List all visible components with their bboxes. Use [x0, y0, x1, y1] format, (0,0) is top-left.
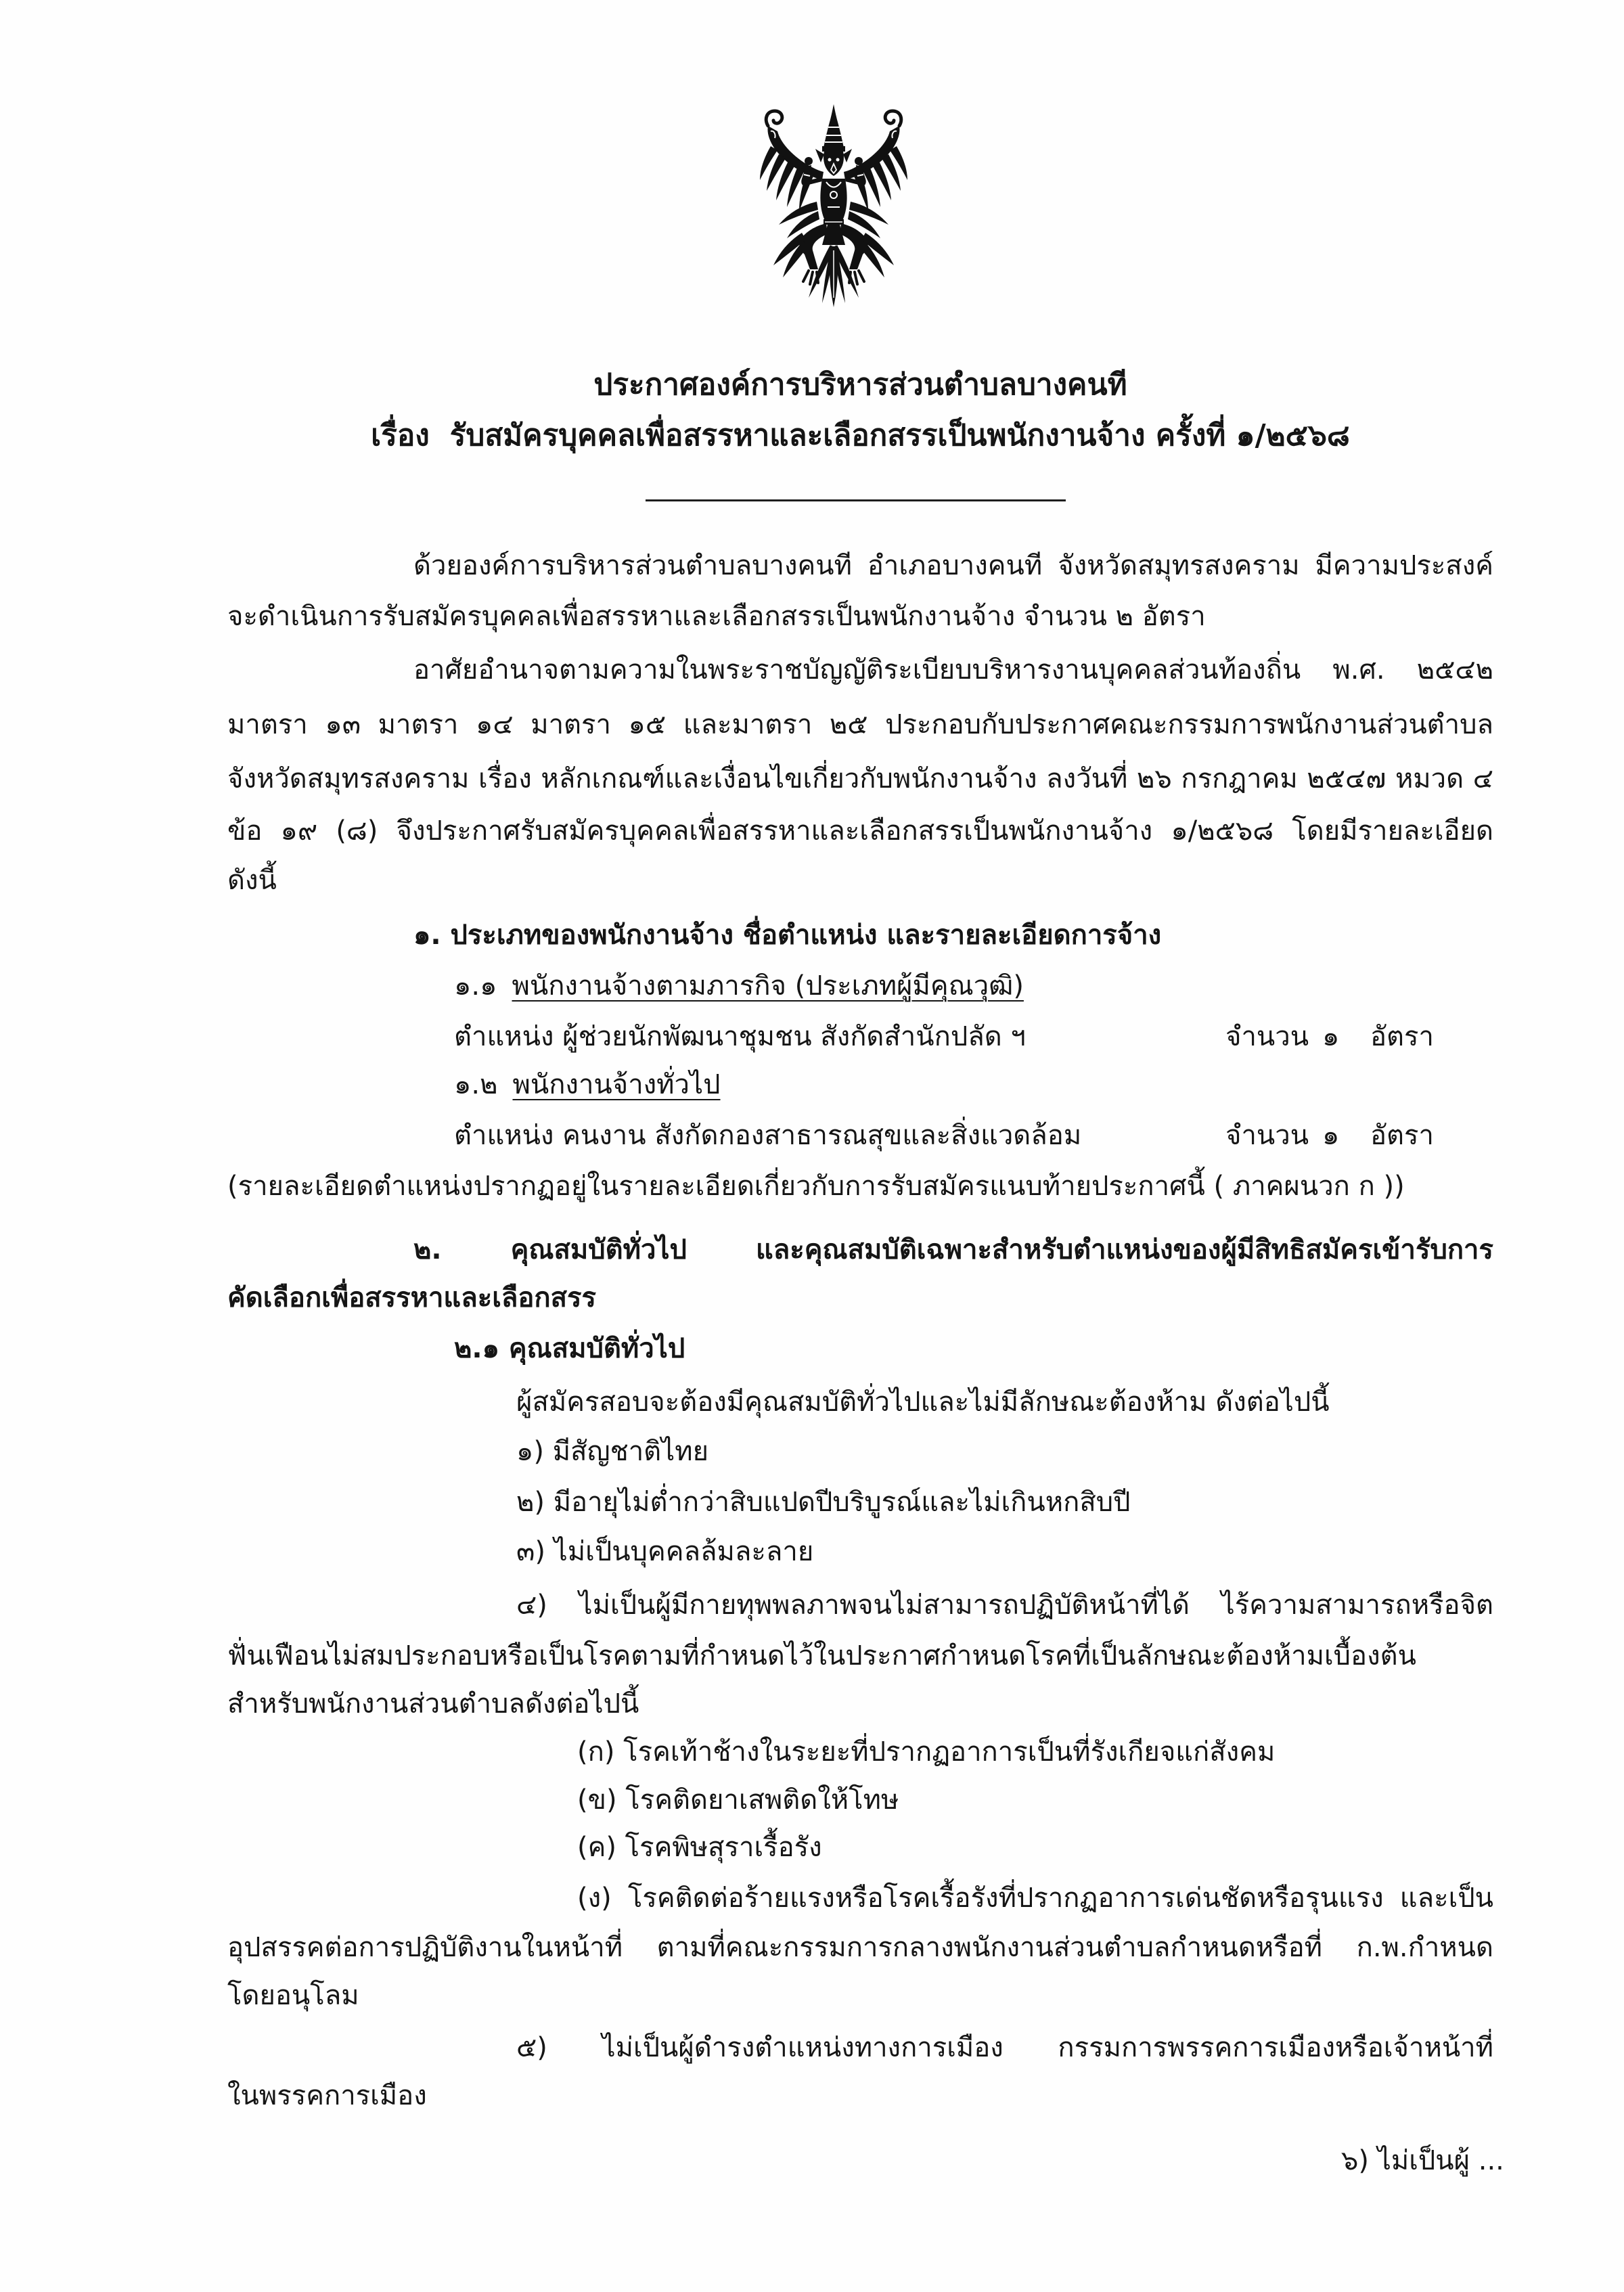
position-1-row [454, 1018, 1493, 1056]
disease-b: (ข) โรคติดยาเสพติดให้โทษ [577, 1784, 899, 1816]
count-unit: อัตรา [1370, 1021, 1434, 1052]
position-1-name: ตำแหน่ง ผู้ช่วยนักพัฒนาชุมชน สังกัดสำนักปลัด ฯ [454, 1021, 1026, 1052]
qualification-1: ๑) มีสัญชาติไทย [516, 1436, 709, 1467]
paragraph-2-line-1: อาศัยอำนาจตามความในพระราชบัญญัติระเบียบบริหารงานบุคคลส่วนท้องถิ่น พ.ศ. ๒๕๔๒ [413, 654, 1493, 686]
qualification-4-line-3: สำหรับพนักงานส่วนตำบลดังต่อไปนี้ [227, 1688, 639, 1720]
section-1-heading: ๑. ประเภทของพนักงานจ้าง ชื่อตำแหน่ง และรายละเอียดการจ้าง [413, 920, 1162, 951]
subsection-1-1-title [454, 967, 1024, 1005]
subsection-label: พนักงานจ้างตามภารกิจ (ประเภทผู้มีคุณวุฒิ) [512, 970, 1024, 1002]
disease-c: (ค) โรคพิษสุราเรื้อรัง [577, 1832, 822, 1863]
disease-d-line-1: (ง) โรคติดต่อร้ายแรงหรือโรคเรื้อรังที่ปรากฏอาการเด่นชัดหรือรุนแรง และเป็น [577, 1883, 1493, 1914]
paragraph-2-line-4: ข้อ ๑๙ (๘) จึงประกาศรับสมัครบุคคลเพื่อสรรหาและเลือกสรรเป็นพนักงานจ้าง ๑/๒๕๖๘ โดยมีรายละเอียด [227, 815, 1493, 847]
section-2-heading-line-1: ๒. คุณสมบัติทั่วไป และคุณสมบัติเฉพาะสำหรับตำแหน่งของผู้มีสิทธิสมัครเข้ารับการ [413, 1234, 1493, 1265]
paragraph-1-line-1: ด้วยองค์การบริหารส่วนตำบลบางคนที อำเภอบางคนที จังหวัดสมุทรสงคราม มีความประสงค์ [413, 550, 1493, 581]
subsection-label: พนักงานจ้างทั่วไป [512, 1069, 721, 1100]
title-separator [646, 499, 1066, 501]
qualification-2: ๒) มีอายุไม่ต่ำกว่าสิบแปดปีบริบูรณ์และไม่เกินหกสิบปี [516, 1487, 1131, 1518]
disease-a: (ก) โรคเท้าช้างในระยะที่ปรากฏอาการเป็นที่รังเกียจแก่สังคม [577, 1736, 1276, 1768]
section-1-note: (รายละเอียดตำแหน่งปรากฏอยู่ในรายละเอียดเกี่ยวกับการรับสมัครแนบท้ายประกาศนี้ ( ภาคผนวก ก )) [227, 1171, 1405, 1202]
count-value: ๑ [1322, 1120, 1340, 1151]
paragraph-2-line-5: ดังนี้ [227, 865, 277, 896]
disease-d-line-2: อุปสรรคต่อการปฏิบัติงานในหน้าที่ ตามที่คณะกรรมการกลางพนักงานส่วนตำบลกำหนดหรือที่ ก.พ.กำหนด [227, 1932, 1493, 1963]
paragraph-1-line-2: จะดำเนินการรับสมัครบุคคลเพื่อสรรหาและเลือกสรรเป็นพนักงานจ้าง จำนวน ๒ อัตรา [227, 601, 1206, 632]
position-2-row [454, 1117, 1493, 1154]
qualification-3: ๓) ไม่เป็นบุคคลล้มละลาย [516, 1536, 814, 1567]
section-2-heading-line-2: คัดเลือกเพื่อสรรหาและเลือกสรร [227, 1282, 597, 1313]
subject-text: รับสมัครบุคคลเพื่อสรรหาและเลือกสรรเป็นพนักงานจ้าง ครั้งที่ ๑/๒๕๖๘ [449, 418, 1350, 453]
subsection-2-1-title: ๒.๑ คุณสมบัติทั่วไป [454, 1333, 685, 1364]
qualification-5-line-2: ในพรรคการเมือง [227, 2080, 427, 2111]
count-label: จำนวน [1225, 1120, 1309, 1151]
garuda-emblem [736, 100, 932, 317]
subsection-1-2-title [454, 1066, 721, 1104]
subject-label: เรื่อง [371, 418, 430, 453]
paragraph-2-line-2: มาตรา ๑๓ มาตรา ๑๔ มาตรา ๑๕ และมาตรา ๒๕ ประกอบกับประกาศคณะกรรมการพนักงานส่วนตำบล [227, 709, 1493, 740]
count-unit: อัตรา [1370, 1120, 1434, 1151]
page-continuation: ๖) ไม่เป็นผู้ ... [1341, 2145, 1504, 2176]
subsection-number: ๑.๒ [454, 1069, 498, 1100]
position-2-name: ตำแหน่ง คนงาน สังกัดกองสาธารณสุขและสิ่งแวดล้อม [454, 1120, 1082, 1151]
document-subject [227, 415, 1493, 457]
qualifications-intro: ผู้สมัครสอบจะต้องมีคุณสมบัติทั่วไปและไม่มีลักษณะต้องห้าม ดังต่อไปนี้ [516, 1387, 1330, 1418]
count-value: ๑ [1322, 1021, 1340, 1052]
paragraph-2-line-3: จังหวัดสมุทรสงคราม เรื่อง หลักเกณฑ์และเงื่อนไขเกี่ยวกับพนักงานจ้าง ลงวันที่ ๒๖ กรกฎาคม ๒๕๔๗ หมวด ๔ [227, 763, 1493, 794]
qualification-4-line-2: ฟั่นเฟือนไม่สมประกอบหรือเป็นโรคตามที่กำหนดไว้ในประกาศกำหนดโรคที่เป็นลักษณะต้องห้ามเบื้องต้น [227, 1640, 1416, 1671]
subsection-number: ๑.๑ [454, 970, 497, 1002]
count-label: จำนวน [1225, 1021, 1309, 1052]
qualification-5-line-1: ๕) ไม่เป็นผู้ดำรงตำแหน่งทางการเมือง กรรมการพรรคการเมืองหรือเจ้าหน้าที่ [516, 2032, 1493, 2063]
disease-d-line-3: โดยอนุโลม [227, 1980, 359, 2011]
document-title: ประกาศองค์การบริหารส่วนตำบลบางคนที [593, 367, 1127, 402]
qualification-4-line-1: ๔) ไม่เป็นผู้มีกายทุพพลภาพจนไม่สามารถปฏิบัติหน้าที่ได้ ไร้ความสามารถหรือจิต [516, 1590, 1493, 1621]
